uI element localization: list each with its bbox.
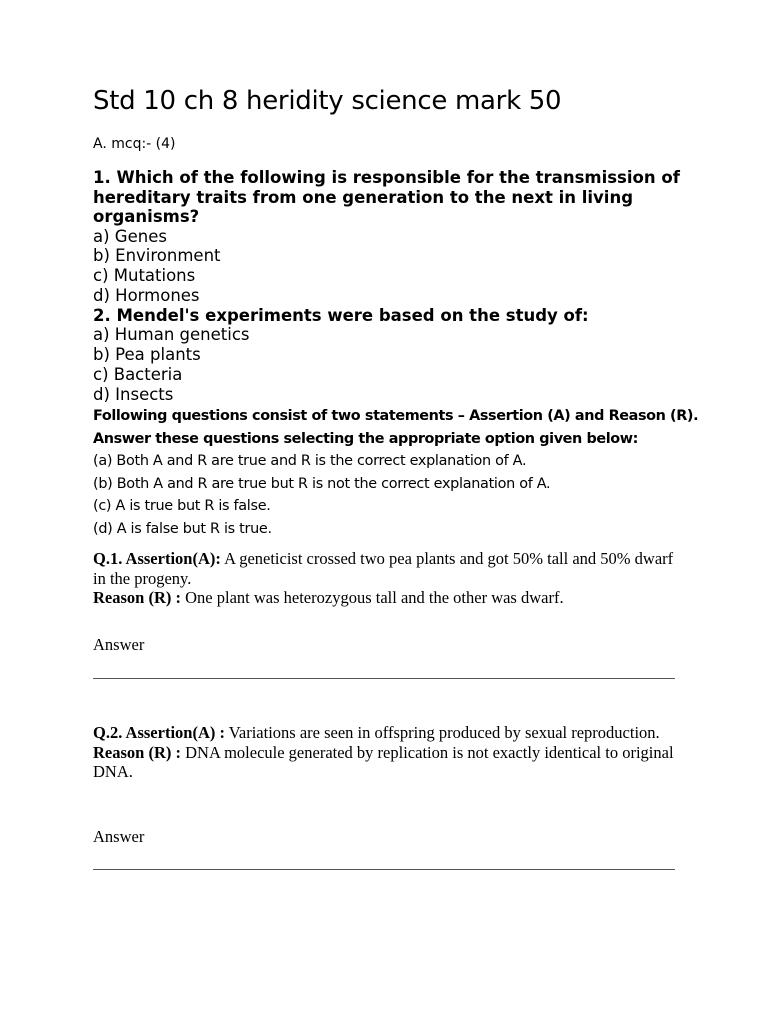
mcq-question-2: 2. Mendel's experiments were based on the study of:: [93, 305, 589, 325]
page-title: Std 10 ch 8 heridity science mark 50: [93, 86, 562, 116]
ar-q2-reason: [93, 743, 683, 782]
ar-q1-reason-label: Reason (R) :: [93, 588, 181, 608]
ar-q2-assertion: [93, 723, 683, 743]
ar-option-a: (a) Both A and R are true and R is the correct explanation of A.: [93, 453, 527, 469]
mcq-section: [93, 168, 693, 404]
ar-q1-assertion-label: Q.1. Assertion(A):: [93, 549, 221, 568]
section-label: A. mcq:- (4): [93, 136, 176, 152]
ar-q2-answer-label: Answer: [93, 827, 145, 846]
ar-q2-reason-text: DNA molecule generated by replication is not exactly identical to original DNA.: [93, 742, 674, 782]
ar-option-c: (c) A is true but R is false.: [93, 498, 271, 514]
ar-question-2: [93, 723, 683, 782]
ar-q1-assertion-text: A geneticist crossed two pea plants and got 50% tall and 50% dwarf in the progeny.: [93, 549, 674, 588]
mcq-2-option-a: a) Human genetics: [93, 325, 250, 345]
mcq-question-1: 1. Which of the following is responsible for the transmission of hereditary traits from one generation to the next in living organisms?: [93, 168, 680, 226]
ar-q1-answer-line: [93, 678, 675, 679]
ar-q2-assertion-text: Variations are seen in offspring produced by sexual reproduction.: [224, 723, 660, 742]
ar-q1-assertion: [93, 549, 683, 588]
ar-q1-reason-text: One plant was heterozygous tall and the other was dwarf.: [181, 588, 564, 608]
ar-question-1: [93, 549, 683, 608]
mcq-2-option-d: d) Insects: [93, 384, 174, 404]
assertion-reason-instructions: Following questions consist of two statements – Assertion (A) and Reason (R). Answer these questions selecting the appropriate option given below:: [93, 408, 699, 447]
ar-q2-answer-line: [93, 869, 675, 870]
mcq-2-option-b: b) Pea plants: [93, 344, 201, 364]
ar-option-d: (d) A is false but R is true.: [93, 520, 272, 537]
assertion-reason-options: [93, 450, 550, 540]
ar-q1-answer-label: Answer: [93, 635, 145, 654]
ar-q1-reason: [93, 588, 683, 608]
ar-option-b: (b) Both A and R are true but R is not the correct explanation of A.: [93, 475, 551, 492]
mcq-1-option-c: c) Mutations: [93, 266, 196, 286]
ar-q2-assertion-label: Q.2. Assertion(A) :: [93, 723, 225, 742]
mcq-2-option-c: c) Bacteria: [93, 364, 183, 384]
mcq-1-option-d: d) Hormones: [93, 285, 200, 305]
ar-q2-reason-label: Reason (R) :: [93, 742, 181, 762]
mcq-1-option-b: b) Environment: [93, 246, 221, 266]
mcq-1-option-a: a) Genes: [93, 226, 167, 246]
